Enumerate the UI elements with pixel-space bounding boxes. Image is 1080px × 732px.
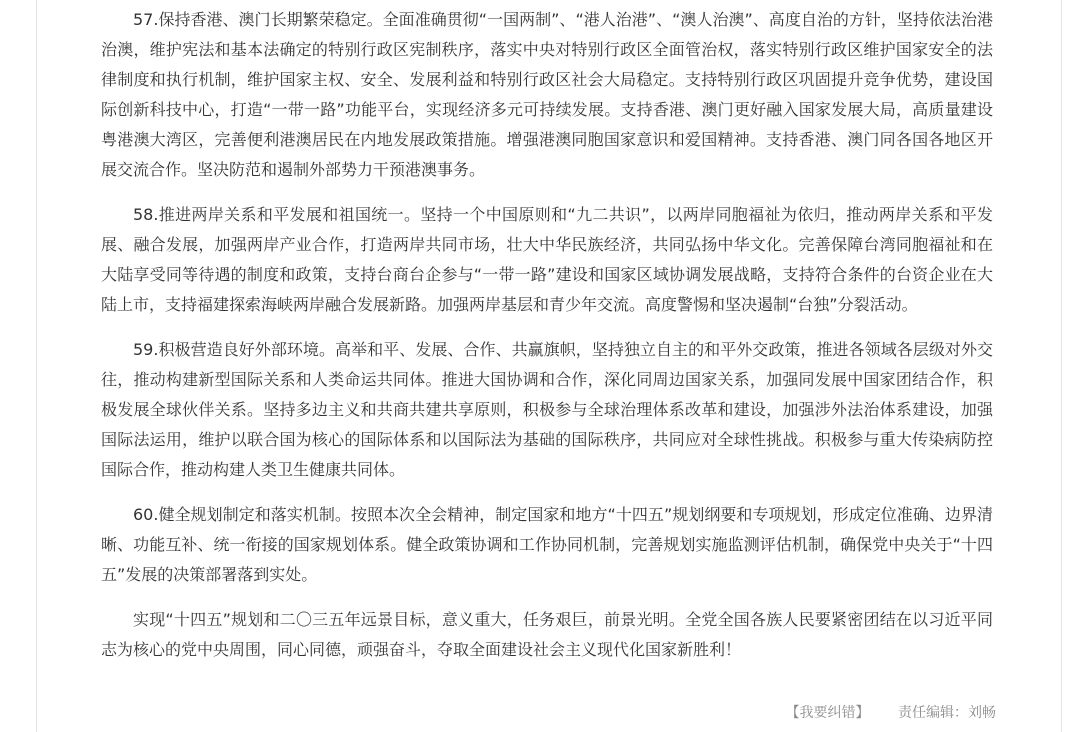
article-footer: [101, 699, 996, 727]
editor-credit: 责任编辑：刘畅: [898, 705, 996, 721]
article-paragraph-60: 60.健全规划制定和落实机制。按照本次全会精神，制定国家和地方“十四五”规划纲要和专项规划，形成定位准确、边界清晰、功能互补、统一衔接的国家规划体系。健全政策协调和工作协同机制，完善规划实施监测评估机制，确保党中央关于“十四五”发展的决策部署落到实处。: [101, 505, 993, 584]
article-paragraph-57: 57.保持香港、澳门长期繁荣稳定。全面准确贯彻“一国两制”、“港人治港”、“澳人治澳”、高度自治的方针，坚持依法治港治澳，维护宪法和基本法确定的特别行政区宪制秩序，落实中央对特别行政区全面管治权，落实特别行政区维护国家安全的法律制度和执行机制，维护国家主权、安全、发展利益和特别行政区社会大局稳定。支持特别行政区巩固提升竞争优势，建设国际创新科技中心，打造“一带一路”功能平台，实现经济多元可持续发展。支持香港、澳门更好融入国家发展大局，高质量建设粤港澳大湾区，完善便利港澳居民在内地发展政策措施。增强港澳同胞国家意识和爱国精神。支持香港、澳门同各国各地区开展交流合作。坚决防范和遏制外部势力干预港澳事务。: [101, 10, 993, 179]
article-body: [101, 5, 993, 680]
article-paragraph-58: 58.推进两岸关系和平发展和祖国统一。坚持一个中国原则和“九二共识”，以两岸同胞福祉为依归，推动两岸关系和平发展、融合发展，加强两岸产业合作，打造两岸共同市场，壮大中华民族经济，共同弘扬中华文化。完善保障台湾同胞福祉和在大陆享受同等待遇的制度和政策，支持台商台企参与“一带一路”建设和国家区域协调发展战略，支持符合条件的台资企业在大陆上市，支持福建探索海峡两岸融合发展新路。加强两岸基层和青少年交流。高度警惕和坚决遏制“台独”分裂活动。: [101, 205, 993, 314]
report-error-link[interactable]: 【我要纠错】: [785, 705, 870, 721]
article-paragraph-conclusion: 实现“十四五”规划和二〇三五年远景目标，意义重大，任务艰巨，前景光明。全党全国各族人民要紧密团结在以习近平同志为核心的党中央周围，同心同德，顽强奋斗，夺取全面建设社会主义现代化国家新胜利！: [101, 610, 993, 659]
article-paragraph-59: 59.积极营造良好外部环境。高举和平、发展、合作、共赢旗帜，坚持独立自主的和平外交政策，推进各领域各层级对外交往，推动构建新型国际关系和人类命运共同体。推进大国协调和合作，深化同周边国家关系，加强同发展中国家团结合作，积极发展全球伙伴关系。坚持多边主义和共商共建共享原则，积极参与全球治理体系改革和建设，加强涉外法治体系建设，加强国际法运用，维护以联合国为核心的国际体系和以国际法为基础的国际秩序，共同应对全球性挑战。积极参与重大传染病防控国际合作，推动构建人类卫生健康共同体。: [101, 340, 993, 479]
